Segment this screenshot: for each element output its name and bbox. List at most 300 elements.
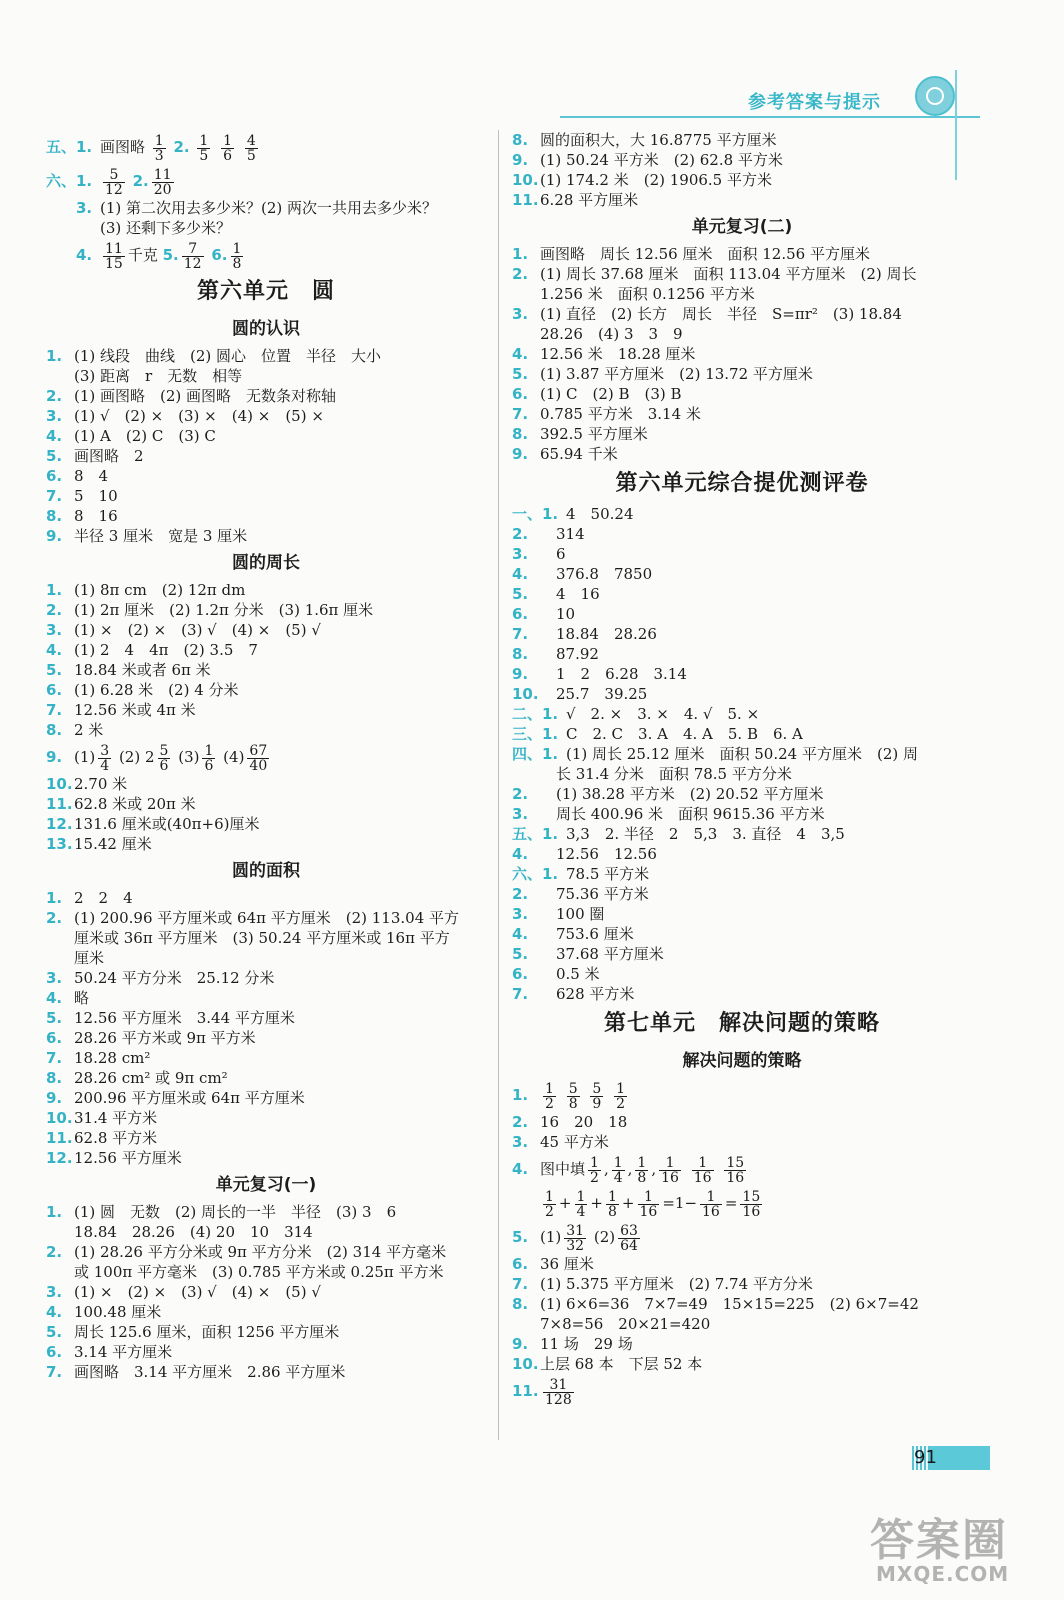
answer-row xyxy=(46,620,486,640)
answer-text: (1) 3.87 平方厘米 (2) 13.72 平方厘米 xyxy=(540,365,813,383)
answer-text: 上层 68 本 下层 52 本 xyxy=(540,1355,703,1373)
fraction-numerator: 31 xyxy=(543,1378,574,1393)
fraction xyxy=(98,744,111,773)
fraction xyxy=(588,1156,601,1185)
answer-row xyxy=(512,364,972,384)
answer-text: 3.14 平方厘米 xyxy=(74,1343,173,1361)
answer-row xyxy=(512,504,972,524)
question-number: 4. xyxy=(46,427,63,445)
fraction-numerator: 1 xyxy=(613,1154,623,1171)
fraction-numerator: 63 xyxy=(620,1222,638,1239)
answer-text: 131.6 厘米或(40π+6)厘米 xyxy=(74,815,260,833)
answer-row xyxy=(512,424,972,444)
fraction xyxy=(202,744,215,773)
answer-text: (1) 200.96 平方厘米或 64π 平方厘米 (2) 113.04 平方 xyxy=(74,909,460,927)
answer-line xyxy=(74,740,272,774)
fraction-denominator: 6 xyxy=(159,757,169,774)
fraction xyxy=(618,1224,640,1253)
question-number: 8. xyxy=(512,425,529,443)
answer-line xyxy=(100,238,246,272)
fraction-denominator: 6 xyxy=(204,757,214,774)
answer-row xyxy=(512,564,972,584)
question-number: 5. xyxy=(46,661,63,679)
fraction xyxy=(221,134,234,163)
answer-text: 或 100π 平方毫米 (3) 0.785 平方米或 0.25π 平方米 xyxy=(74,1263,444,1281)
answer-text: 376.8 7850 xyxy=(556,565,653,583)
fraction xyxy=(158,744,171,773)
question-number: 4. xyxy=(46,641,63,659)
answer-row xyxy=(512,130,972,150)
answer-line xyxy=(540,1374,577,1408)
question-number: 2. xyxy=(512,785,529,803)
question-number: 1. xyxy=(512,1086,529,1104)
fraction-numerator: 1 xyxy=(590,1154,599,1171)
question-number: 11. xyxy=(512,1382,539,1400)
question-number: 3. xyxy=(46,969,63,987)
answer-text: (1) xyxy=(74,748,96,766)
answer-row xyxy=(46,834,486,854)
watermark-url: MXQE.COM xyxy=(876,1562,1010,1586)
answer-row xyxy=(512,1274,972,1294)
answer-row xyxy=(512,844,972,864)
answer-text: 2 2 4 xyxy=(74,889,133,907)
page-number xyxy=(912,1446,990,1470)
answer-line: 图中填 $\frac{1}{2}$ , $\frac{1}{4}$ , $\frac{1}{8}$ , $\frac{1}{16}$ $\frac{1}{16}$ $\frac{15}{16}$ xyxy=(540,1154,745,1186)
fraction-numerator: 5 xyxy=(159,742,169,759)
fraction-numerator: 7 xyxy=(182,242,204,257)
answer-text: 圆的面积大，大 16.8775 平方厘米 xyxy=(540,131,777,149)
question-number: 7. xyxy=(46,701,63,719)
answer-text: (1) 8π cm (2) 12π dm xyxy=(74,581,246,599)
answer-text: 5 10 xyxy=(74,487,118,505)
answer-text: 100.48 厘米 xyxy=(74,1303,162,1321)
question-number: 3. xyxy=(512,1133,529,1151)
question-number: 9. xyxy=(512,1335,529,1353)
answer-text: (1) C (2) B (3) B xyxy=(540,385,682,403)
answer-row xyxy=(46,720,486,740)
fraction-denominator: 4 xyxy=(576,1203,586,1220)
answer-row xyxy=(512,344,972,364)
question-number: 4. xyxy=(512,925,529,943)
answer-text: 周长 125.6 厘米，面积 1256 平方厘米 xyxy=(74,1323,340,1341)
answer-row xyxy=(46,660,486,680)
question-number: 2. xyxy=(512,1113,529,1131)
question-number: 5. xyxy=(512,365,529,383)
answer-text: (1) √ (2) × (3) × (4) × (5) × xyxy=(74,407,324,425)
answer-text: 65.94 千米 xyxy=(540,445,618,463)
answer-text: 厘米或 36π 平方厘米 (3) 50.24 平方厘米或 16π 平方 xyxy=(74,929,450,947)
answer-row xyxy=(46,1088,486,1108)
answer-row xyxy=(512,1374,972,1408)
answer-row xyxy=(46,198,486,218)
answer-text: (1) 2 4 4π (2) 3.5 7 xyxy=(74,641,258,659)
question-number: 5. xyxy=(46,1323,63,1341)
question-number: 5. xyxy=(162,246,179,264)
fraction-numerator: 1 xyxy=(199,132,209,149)
answer-text: (1) 6.28 米 (2) 4 分米 xyxy=(74,681,239,699)
answer-text: 18.28 cm² xyxy=(74,1049,151,1067)
answer-row xyxy=(512,1112,972,1132)
fraction-denominator: 6 xyxy=(223,147,233,164)
question-number: 4. xyxy=(46,989,63,1007)
fraction-denominator: 8 xyxy=(637,1169,647,1186)
fraction-denominator: 4 xyxy=(100,757,110,774)
question-number: 6. xyxy=(512,965,529,983)
fraction-numerator: 1 xyxy=(204,742,214,759)
fraction-numerator: 1 xyxy=(692,1156,714,1171)
question-number: 12. xyxy=(46,1149,73,1167)
answer-row xyxy=(46,794,486,814)
answer-row xyxy=(512,824,972,844)
question-number: 6. xyxy=(512,385,529,403)
answer-row xyxy=(46,466,486,486)
answer-row xyxy=(46,680,486,700)
answer-line xyxy=(540,1078,630,1112)
fraction-numerator: 15 xyxy=(742,1188,761,1205)
answer-text: 28.26 平方米或 9π 平方米 xyxy=(74,1029,256,1047)
question-number: 8. xyxy=(46,721,63,739)
answer-row xyxy=(46,988,486,1008)
fraction-numerator: 5 xyxy=(103,168,125,183)
answer-text: (1) 线段 曲线 (2) 圆心 位置 半径 大小 xyxy=(74,347,382,365)
answer-text: 62.8 米或 20π 米 xyxy=(74,795,196,813)
fraction xyxy=(197,134,210,163)
answer-text: (1) 28.26 平方分米或 9π 平方分米 (2) 314 平方毫米 xyxy=(74,1243,447,1261)
answer-row xyxy=(46,446,486,466)
answer-row xyxy=(46,774,486,794)
question-number: 4. xyxy=(76,246,93,264)
watermark xyxy=(860,1500,1050,1590)
fraction xyxy=(606,1190,619,1219)
question-number: 2. xyxy=(512,265,529,283)
fraction xyxy=(638,1190,660,1219)
fraction-denominator: 5 xyxy=(199,147,209,164)
fraction xyxy=(245,134,258,163)
right-column xyxy=(512,130,972,1408)
answer-text: (4) xyxy=(223,748,245,766)
answer-row xyxy=(512,324,972,344)
question-number: 五、1. xyxy=(46,138,93,156)
answer-text: 25.7 39.25 xyxy=(556,685,648,703)
answer-row xyxy=(512,624,972,644)
answer-row xyxy=(512,264,972,284)
answer-text: 392.5 平方厘米 xyxy=(540,425,648,443)
answer-row xyxy=(46,948,486,968)
question-number: 11. xyxy=(512,191,539,209)
fraction-numerator: 1 xyxy=(700,1190,722,1205)
fraction-numerator: 1 xyxy=(637,1154,647,1171)
question-number: 3. xyxy=(46,621,63,639)
answer-row xyxy=(512,904,972,924)
answer-row xyxy=(46,1008,486,1028)
answer-text: 千克 xyxy=(127,246,158,264)
answer-text: 45 平方米 xyxy=(540,1133,609,1151)
answer-text: 4 50.24 xyxy=(566,505,634,523)
fraction-denominator: 16 xyxy=(693,1169,712,1186)
answer-row xyxy=(512,684,972,704)
answer-text: 8 4 xyxy=(74,467,109,485)
answer-row xyxy=(46,600,486,620)
fraction-denominator: 16 xyxy=(702,1203,720,1220)
fraction-numerator: 11 xyxy=(105,240,123,257)
unit-title: 第七单元 解决问题的策略 xyxy=(603,1011,880,1036)
answer-row xyxy=(46,346,486,366)
answer-text: 628 平方米 xyxy=(556,985,635,1003)
answer-row xyxy=(512,1152,972,1186)
answer-text: 100 圈 xyxy=(556,905,605,923)
fraction-numerator: 31 xyxy=(566,1222,585,1239)
question-number: 9. xyxy=(46,748,63,766)
fraction-denominator: 20 xyxy=(153,181,172,198)
answer-text: 12.56 米或 4π 米 xyxy=(74,701,196,719)
question-number: 9. xyxy=(46,1089,63,1107)
fraction-numerator: 1 xyxy=(608,1188,617,1205)
answer-row xyxy=(46,238,486,272)
fraction xyxy=(612,1156,625,1185)
answer-row xyxy=(512,1294,972,1314)
question-number: 2. xyxy=(46,909,63,927)
answer-row xyxy=(512,1220,972,1254)
fraction-numerator: 1 xyxy=(545,1188,554,1205)
answer-text: (3) 还剩下多少米？ xyxy=(100,219,232,237)
answer-row xyxy=(46,1202,486,1222)
answer-row xyxy=(512,544,972,564)
fraction-denominator: 16 xyxy=(661,1169,679,1186)
answer-row xyxy=(46,1108,486,1128)
fraction-numerator: 1 xyxy=(659,1156,681,1171)
answer-row xyxy=(46,1222,486,1242)
section-title: 圆的认识 xyxy=(232,319,300,339)
answer-row xyxy=(46,1302,486,1322)
question-number: 10. xyxy=(512,685,539,703)
fraction-denominator: 9 xyxy=(592,1095,602,1112)
answer-text: 87.92 xyxy=(556,645,599,663)
question-number: 5. xyxy=(512,585,529,603)
answer-text: (1) 6×6=36 7×7=49 15×15=225 (2) 6×7=42 xyxy=(540,1295,919,1313)
question-number: 6. xyxy=(211,246,228,264)
answer-text: (1) A (2) C (3) C xyxy=(74,427,216,445)
answer-text: (1) × (2) × (3) √ (4) × (5) √ xyxy=(74,1283,321,1301)
fraction xyxy=(700,1190,722,1219)
question-number: 一、1. xyxy=(512,505,559,523)
fraction xyxy=(659,1156,681,1185)
fraction-numerator: 5 xyxy=(568,1080,578,1097)
page-number-box xyxy=(930,1446,990,1470)
answer-row xyxy=(46,580,486,600)
fraction-numerator: 1 xyxy=(638,1190,660,1205)
answer-text: 28.26 cm² 或 9π cm² xyxy=(74,1069,228,1087)
answer-text: 18.84 米或者 6π 米 xyxy=(74,661,211,679)
question-number: 8. xyxy=(512,131,529,149)
answer-text: 2 米 xyxy=(74,721,104,739)
fraction-denominator: 16 xyxy=(639,1203,658,1220)
answer-row xyxy=(512,1186,972,1220)
answer-row xyxy=(46,1128,486,1148)
question-number: 1. xyxy=(46,1203,63,1221)
header-rule xyxy=(560,116,980,118)
answer-row xyxy=(512,964,972,984)
question-number: 9. xyxy=(512,665,529,683)
question-number: 3. xyxy=(512,305,529,323)
fraction-numerator: 1 xyxy=(576,1188,586,1205)
answer-row xyxy=(46,506,486,526)
answer-row xyxy=(46,1322,486,1342)
answer-row xyxy=(512,384,972,404)
answer-row xyxy=(46,218,486,238)
answer-text: 6.28 平方厘米 xyxy=(540,191,639,209)
answer-row xyxy=(512,1132,972,1152)
fraction-numerator: 67 xyxy=(249,742,268,759)
fraction-numerator: 1 xyxy=(545,1080,554,1097)
answer-row xyxy=(46,1148,486,1168)
fraction-numerator: 5 xyxy=(592,1080,602,1097)
answer-row xyxy=(46,406,486,426)
question-number: 9. xyxy=(46,527,63,545)
answer-text: 1 2 6.28 3.14 xyxy=(556,665,687,683)
answer-text: 0.5 米 xyxy=(556,965,600,983)
answer-text: (1) 50.24 平方米 (2) 62.8 平方米 xyxy=(540,151,783,169)
left-column xyxy=(46,130,486,1382)
question-number: 3. xyxy=(46,1283,63,1301)
question-number: 10. xyxy=(512,1355,539,1373)
answer-text: 11 场 29 场 xyxy=(540,1335,633,1353)
answer-text: 画图略 xyxy=(100,138,146,156)
answer-text: 0.785 平方米 3.14 米 xyxy=(540,405,701,423)
answer-text: (2) xyxy=(593,1228,616,1246)
answer-row xyxy=(46,1282,486,1302)
answer-row xyxy=(46,486,486,506)
answer-text: 半径 3 厘米 宽是 3 厘米 xyxy=(74,527,248,545)
answer-text: 75.36 平方米 xyxy=(556,885,649,903)
question-number: 5. xyxy=(46,447,63,465)
answer-text: 7×8=56 20×21=420 xyxy=(540,1315,711,1333)
answer-row xyxy=(46,164,486,198)
answer-row xyxy=(46,888,486,908)
question-number: 10. xyxy=(46,1109,73,1127)
fraction xyxy=(247,744,269,773)
fraction xyxy=(590,1082,603,1111)
answer-row xyxy=(46,700,486,720)
answer-text: (1) 2π 厘米 (2) 1.2π 分米 (3) 1.6π 厘米 xyxy=(74,601,374,619)
answer-row xyxy=(46,1262,486,1282)
question-number: 6. xyxy=(512,1255,529,1273)
fraction xyxy=(692,1156,714,1185)
fraction xyxy=(567,1082,580,1111)
section-title: 圆的面积 xyxy=(232,861,300,881)
answer-text: (1) 38.28 平方米 (2) 20.52 平方厘米 xyxy=(556,785,824,803)
header-clock-icon xyxy=(915,76,955,116)
equation-line: $\frac{1}{2}$ + $\frac{1}{4}$ + $\frac{1}{8}$ + $\frac{1}{16}$ =1− $\frac{1}{16}$ = $\frac{15}{16}$ xyxy=(545,1188,761,1220)
answer-row xyxy=(512,444,972,464)
question-number: 7. xyxy=(46,487,63,505)
answer-row xyxy=(46,130,486,164)
answer-row xyxy=(512,744,972,764)
question-number: 10. xyxy=(46,775,73,793)
fraction-numerator: 1 xyxy=(223,132,233,149)
fraction-denominator: 12 xyxy=(183,255,202,272)
fraction xyxy=(182,242,204,271)
answer-row xyxy=(46,526,486,546)
answer-row xyxy=(512,644,972,664)
question-number: 3. xyxy=(76,199,93,217)
fraction xyxy=(635,1156,648,1185)
answer-text: 8 16 xyxy=(74,507,118,525)
answer-text: (3) 距离 r 无数 相等 xyxy=(74,367,243,385)
answer-row xyxy=(46,968,486,988)
question-number: 7. xyxy=(46,1363,63,1381)
answer-text: 3,3 2. 半径 2 5,3 3. 直径 4 3,5 xyxy=(566,825,845,843)
question-number: 6. xyxy=(46,1343,63,1361)
answer-text: 周长 400.96 米 面积 9615.36 平方米 xyxy=(556,805,825,823)
fraction xyxy=(543,1082,556,1111)
answer-row xyxy=(512,1078,972,1112)
section-title: 解决问题的策略 xyxy=(682,1051,802,1071)
question-number: 2. xyxy=(512,885,529,903)
fraction-denominator: 2 xyxy=(616,1095,626,1112)
answer-row xyxy=(512,404,972,424)
answer-row xyxy=(46,426,486,446)
answer-row xyxy=(512,764,972,784)
answer-row xyxy=(46,1342,486,1362)
answer-row xyxy=(46,928,486,948)
fraction-numerator: 15 xyxy=(726,1154,745,1171)
answer-row xyxy=(512,724,972,744)
fraction-denominator: 40 xyxy=(249,757,268,774)
question-number: 4. xyxy=(512,1160,529,1178)
answer-text: 1.256 米 面积 0.1256 平方米 xyxy=(540,285,755,303)
answer-row xyxy=(46,1068,486,1088)
fraction xyxy=(103,242,125,271)
answer-row xyxy=(512,524,972,544)
question-number: 1. xyxy=(512,245,529,263)
fraction-denominator: 4 xyxy=(613,1169,623,1186)
question-number: 7. xyxy=(46,1049,63,1067)
answer-row xyxy=(46,908,486,928)
fraction-denominator: 128 xyxy=(545,1391,572,1408)
fraction xyxy=(575,1190,588,1219)
question-number: 六、1. xyxy=(512,865,559,883)
fraction-denominator: 32 xyxy=(566,1237,585,1254)
question-number: 7. xyxy=(512,405,529,423)
question-number: 2. xyxy=(512,525,529,543)
answer-row xyxy=(512,584,972,604)
answer-text: 6 xyxy=(556,545,566,563)
answer-row xyxy=(512,804,972,824)
question-number: 4. xyxy=(46,1303,63,1321)
fraction-denominator: 8 xyxy=(232,255,242,272)
header-title: 参考答案与提示 xyxy=(748,92,881,113)
answer-text: 36 厘米 xyxy=(540,1255,594,1273)
answer-row xyxy=(46,366,486,386)
fraction xyxy=(543,1190,556,1219)
fraction-denominator: 5 xyxy=(246,147,256,164)
question-number: 1. xyxy=(46,347,63,365)
fraction-denominator: 2 xyxy=(545,1095,554,1112)
question-number: 9. xyxy=(512,445,529,463)
section-title: 单元复习(二) xyxy=(691,217,793,237)
question-number: 11. xyxy=(46,1129,73,1147)
watermark-logo-text: 答案圈 xyxy=(870,1515,1008,1566)
question-number: 4. xyxy=(512,345,529,363)
section-title: 圆的周长 xyxy=(232,553,300,573)
answer-row xyxy=(512,604,972,624)
fraction-denominator: 12 xyxy=(105,181,123,198)
answer-text: (1) 第二次用去多少米？(2) 两次一共用去多少米？ xyxy=(100,199,438,217)
question-number: 6. xyxy=(512,605,529,623)
question-number: 11. xyxy=(46,795,73,813)
question-number: 7. xyxy=(512,985,529,1003)
answer-line xyxy=(540,1220,643,1254)
